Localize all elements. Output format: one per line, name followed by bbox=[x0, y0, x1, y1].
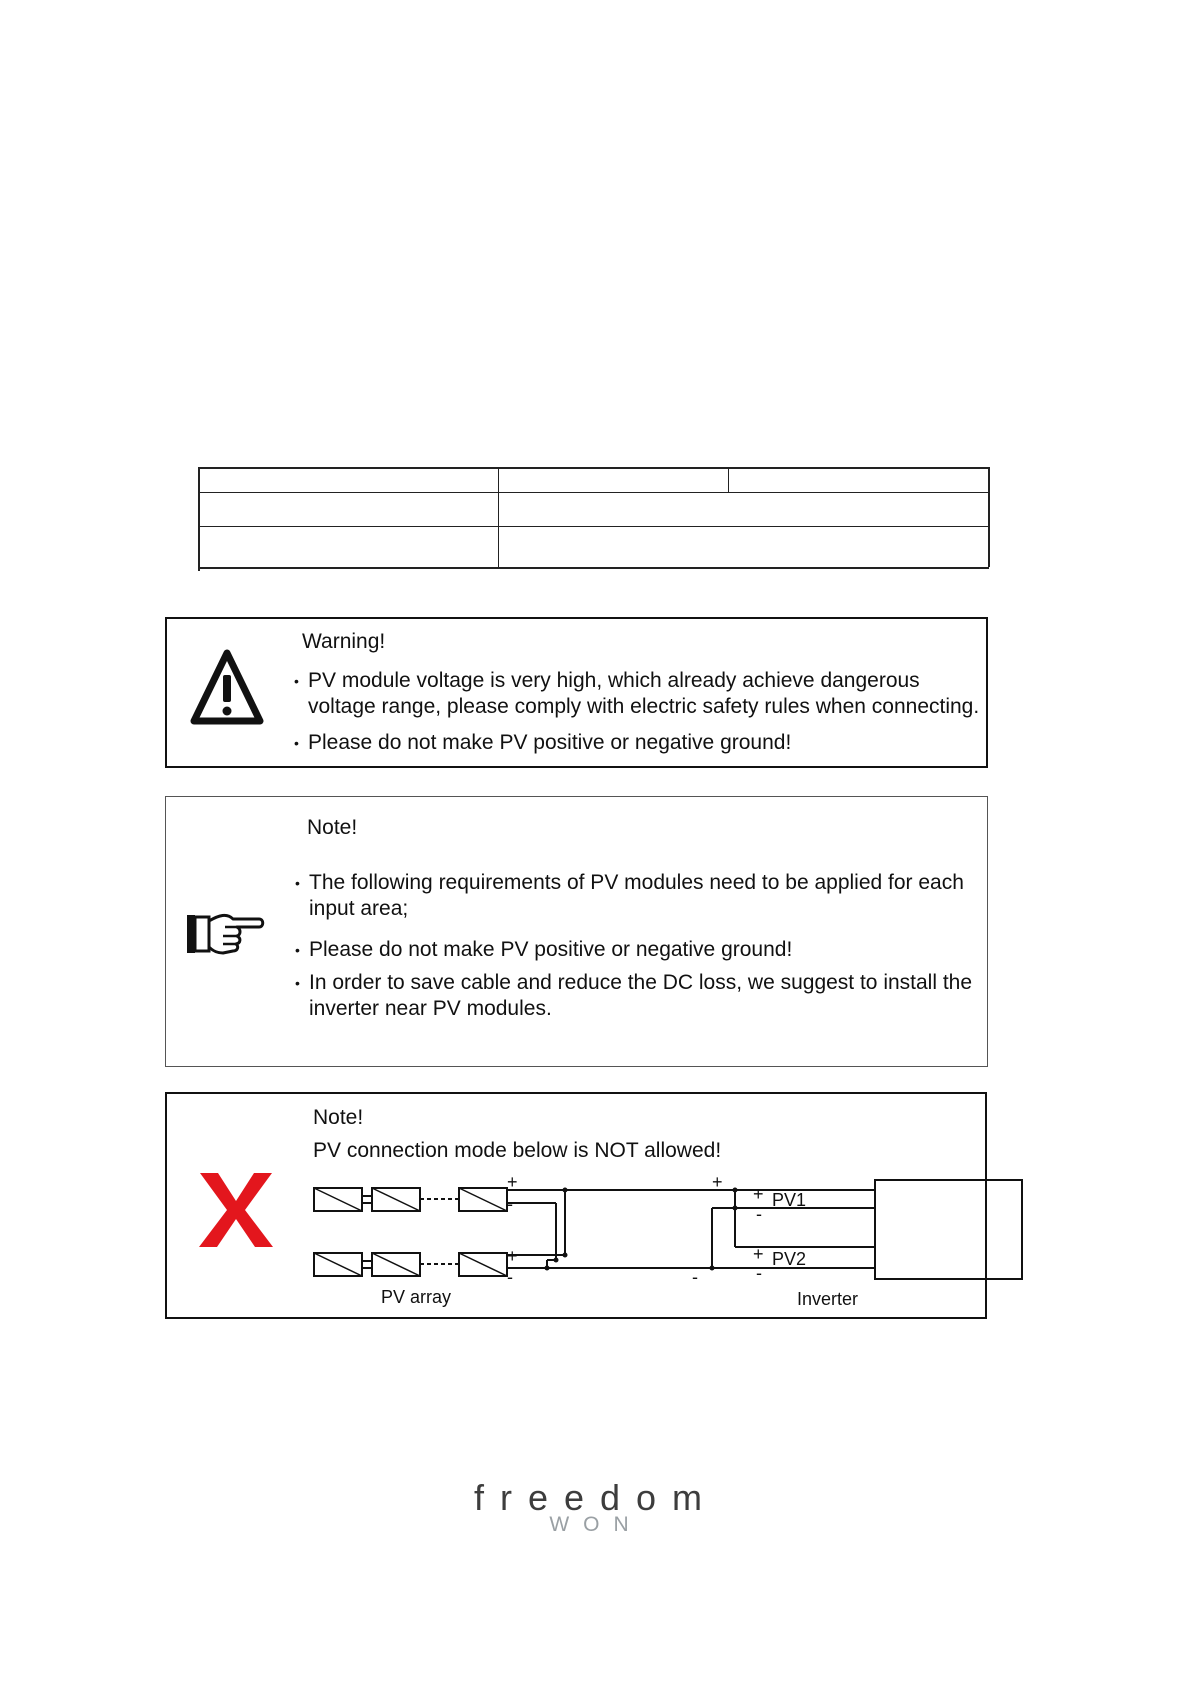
minus-label: - bbox=[507, 1194, 513, 1214]
inverter-box bbox=[875, 1180, 1022, 1279]
plus-label: + bbox=[712, 1172, 723, 1192]
bullet-dot: • bbox=[294, 735, 299, 751]
bullet-dot: • bbox=[294, 673, 299, 689]
warning-box bbox=[165, 617, 988, 768]
red-x-icon bbox=[196, 1169, 276, 1251]
note-bullet: • The following requirements of PV modules need to be applied for each input area; bbox=[295, 871, 964, 920]
pointing-hand-icon bbox=[185, 909, 265, 959]
inverter-label: Inverter bbox=[797, 1289, 859, 1309]
freedom-wordmark bbox=[456, 1478, 736, 1518]
warning-bullet: • Please do not make PV positive or negative ground! bbox=[294, 731, 792, 754]
warning-title: Warning! bbox=[302, 630, 386, 653]
spec-table bbox=[198, 467, 989, 571]
note-bullet: • In order to save cable and reduce the DC loss, we suggest to install the inverter near PV modules. bbox=[295, 971, 973, 1020]
note-title: Note! bbox=[313, 1106, 364, 1129]
warning-bullet: • PV module voltage is very high, which already achieve dangerous voltage range, please comply with electric safety rules when connecting. bbox=[294, 669, 980, 718]
not-allowed-subtitle: PV connection mode below is NOT allowed! bbox=[313, 1139, 722, 1162]
pv1-label: PV1 bbox=[772, 1190, 807, 1210]
note-bullet: • Please do not make PV positive or negative ground! bbox=[295, 938, 793, 961]
minus-label: - bbox=[756, 1263, 762, 1283]
bullet-dot: • bbox=[295, 942, 300, 958]
pv2-label: PV2 bbox=[772, 1249, 807, 1269]
bullet-dot: • bbox=[295, 975, 300, 991]
svg-text:freedom: freedom bbox=[473, 1478, 719, 1518]
note-box bbox=[165, 796, 988, 1067]
pv-array-label: PV array bbox=[381, 1287, 452, 1307]
plus-label: + bbox=[753, 1184, 764, 1204]
plus-label: + bbox=[507, 1172, 518, 1192]
warning-triangle-icon bbox=[190, 649, 264, 725]
pv-connection-diagram bbox=[307, 1174, 947, 1299]
plus-label: + bbox=[753, 1244, 764, 1264]
brand-sub: WON bbox=[549, 1513, 643, 1536]
minus-label: - bbox=[756, 1204, 762, 1224]
minus-label: - bbox=[507, 1267, 513, 1287]
not-allowed-box bbox=[165, 1092, 987, 1319]
minus-label: - bbox=[692, 1267, 698, 1287]
note-title: Note! bbox=[307, 816, 358, 839]
bullet-dot: • bbox=[295, 875, 300, 891]
plus-label: + bbox=[507, 1246, 518, 1266]
